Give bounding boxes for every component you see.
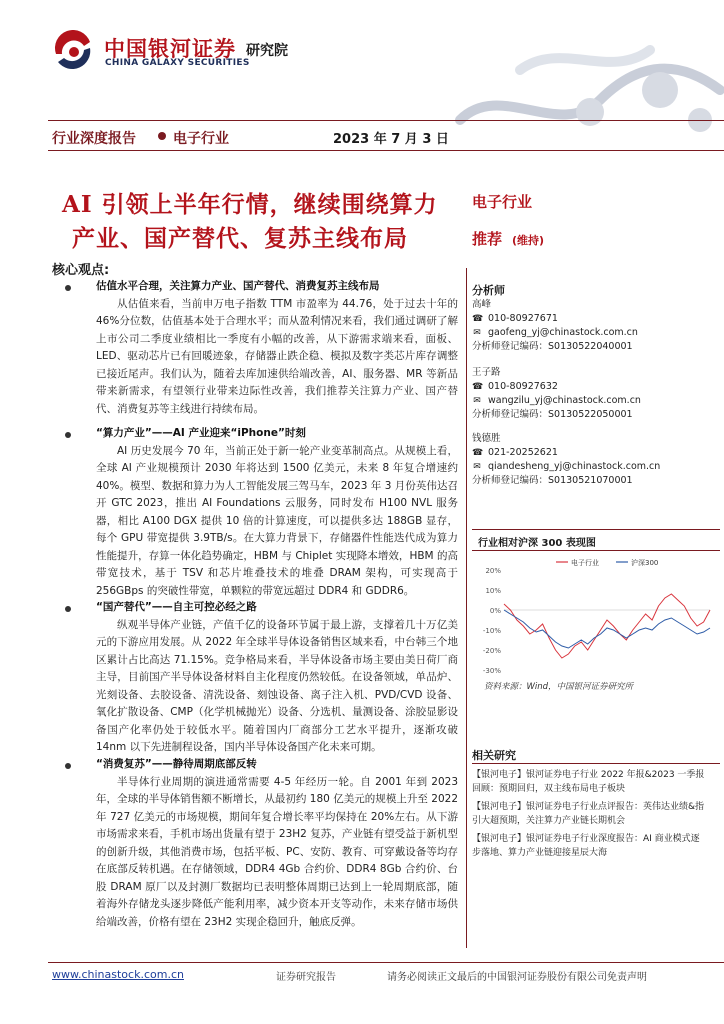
bullet-icon	[65, 285, 71, 291]
bullet-heading: “消费复苏”——静待周期底部反转	[96, 758, 257, 770]
y-tick-label: -30%	[482, 667, 501, 675]
analyst-email[interactable]: qiandesheng_yj@chinastock.com.cn	[488, 461, 661, 472]
bullet-block	[96, 425, 458, 600]
logo-icon	[50, 30, 98, 72]
report-industry: 电子行业	[173, 131, 229, 147]
analyst-phone: 021-20252621	[488, 447, 558, 458]
page-title-line1: AI 引领上半年行情，继续围绕算力	[62, 191, 438, 218]
analyst-name: 钱德胜	[472, 433, 501, 444]
bullet-block	[96, 278, 458, 418]
separator-dot-icon	[158, 132, 166, 140]
y-tick-label: -20%	[482, 647, 501, 655]
bullet-text: 半导体行业周期的演进通常需要 4-5 年经历一轮。自 2001 年到 2023 年，全球的半导体销售额不断增长，从最初约 180 亿美元的规模上升至 2022 年 727 亿美元的市场规模，期间年复合增长率平均保持在 20%左右。从下游市场需求来看，手机市场出货量有望于 23H2 复苏，产业链有望受益于新机型的创新升级，其他消费市场，包括平板、PC、安防、教育、可穿戴设备等均存在底部反转机遇。在存储领域，DDR4 4Gb 合约价、DDR4 8Gb 合约价、台股 DRAM 原厂以及封测厂数据均已表明整体周期已达到上一轮周期底部，随着海外存储龙头逐步降低产能利用率，减少资本开支等动作，未来存储市场供给端改善，价格有望在 23H2 实现企稳回升，触底反弹。	[96, 775, 458, 928]
analyst-phone: 010-80927632	[488, 381, 558, 392]
analyst-reg: 分析师登记编码：S0130522040001	[472, 341, 633, 352]
side-industry-label: 电子行业	[472, 193, 533, 211]
bullet-heading: “国产替代”——自主可控必经之路	[96, 601, 257, 613]
email-icon: ✉	[473, 462, 481, 472]
y-tick-label: 0%	[489, 607, 501, 615]
page-title-line2: 产业、国产替代、复苏主线布局	[72, 225, 408, 252]
bullet-text: AI 历史发展今 70 年，当前正处于新一轮产业变革制高点。从规模上看，全球 AI 产业规模预计 2030 年将达到 1500 亿美元，未来 8 年复合增速约 40%。模型、数据和算力为人工智能发展三驾马车，2023 年 3 月份英伟达召开 GTC 2023，推出 AI Foundations 云服务，同时发布 H100 NVL 服务器，相比 A100 DGX 提供 10 倍的计算速度，可以提供多达 188GB 显存，每个 GPU 带宽提供 3.9TB/s。在大算力背景下，存储器件性能迭代成为算力性能提升，存算一体化趋势确定，HBM 与 Chiplet 实现降本增效，HBM 的高带宽技术，基于 TSV 和芯片堆叠技术的堆叠 DRAM 架构，可实现高于 256GBps 的突破性带宽，单颗粒的带宽远超过 DDR4 和 GDDR6。	[96, 444, 458, 597]
footer-rule	[48, 962, 724, 963]
rating-sub-label: (维持)	[512, 234, 545, 247]
analyst-card	[472, 298, 722, 354]
chart-source: 资料来源：Wind，中国银河证券研究所	[484, 682, 634, 692]
report-date: 2023 年 7 月 3 日	[333, 132, 449, 147]
y-tick-label: -10%	[482, 627, 501, 635]
bullet-text: 纵观半导体产业链，产值千亿的设备环节属于最上游，支撑着几十万亿美元的下游应用发展。从 2022 年全球半导体设备销售区域来看，中台韩三个地区累计占比高达 71.15%。竞争格局来看，半导体设备市场主要由美日荷厂商主导，目前国产半导体设备材料自主化程度仍然较低。在设备领域，单品炉、光刻设备、去胶设备、清洗设备、刻蚀设备、离子注入机、PVD/CVD 设备、氧化扩散设备、CMP（化学机械抛光）设备、分选机、量测设备、涂胶显影设备国产化率仍处于较低水平。随着国内厂商部分工艺水平提升，逐渐攻破 14nm 以下先进制程设备，国内半导体设备国产化未来可期。	[96, 618, 458, 753]
y-tick-label: 20%	[485, 567, 501, 575]
related-item[interactable]: 【银河电子】银河证券电子行业点评报告：英伟达业绩&指引大超预期，关注算力产业链长期机会	[472, 802, 705, 826]
chart-rule	[472, 550, 720, 551]
analyst-section-title: 分析师	[472, 284, 505, 297]
phone-icon: ☎	[472, 448, 484, 458]
analyst-phone: 010-80927671	[488, 313, 558, 324]
email-icon: ✉	[473, 328, 481, 338]
rating-label: 推荐	[472, 230, 503, 248]
bullet-icon	[65, 763, 71, 769]
analyst-card	[472, 366, 722, 422]
legend-label: 电子行业	[571, 559, 599, 567]
bullet-icon	[65, 432, 71, 438]
bullet-heading: “算力产业”——AI 产业迎来“iPhone”时刻	[96, 427, 306, 439]
footer-doc-type: 证券研究报告	[276, 972, 336, 983]
core-views-heading: 核心观点:	[52, 263, 110, 278]
related-research-title: 相关研究	[472, 749, 516, 762]
related-item[interactable]: 【银河电子】银河证券电子行业深度报告：AI 商业模式逐步落地、算力产业链迎接星辰大海	[472, 834, 700, 858]
email-icon: ✉	[473, 396, 481, 406]
brand-name-cn: 中国银河证券	[104, 37, 236, 61]
y-tick-label: 10%	[485, 587, 501, 595]
cloud-pattern-icon	[430, 20, 724, 150]
chart-title: 行业相对沪深 300 表现图	[478, 538, 596, 549]
header-rule	[48, 150, 724, 151]
analyst-reg: 分析师登记编码：S0130521070001	[472, 475, 633, 486]
related-item[interactable]: 【银河电子】银河证券电子行业 2022 年报&2023 一季报回顾：预期回归，双主线布局电子板块	[472, 770, 705, 794]
analyst-name: 王子路	[472, 367, 501, 378]
analyst-email[interactable]: gaofeng_yj@chinastock.com.cn	[488, 327, 638, 338]
footer-website-link[interactable]: www.chinastock.com.cn	[52, 968, 184, 981]
chart-rule	[472, 529, 720, 530]
footer-disclaimer: 请务必阅读正文最后的中国银河证券股份有限公司免责声明	[387, 972, 647, 983]
series-line-1	[504, 610, 710, 648]
bullet-block	[96, 599, 458, 757]
relative-performance-chart	[478, 556, 714, 676]
brand-institute: 研究院	[246, 43, 288, 59]
analyst-card	[472, 432, 722, 488]
bullet-block	[96, 756, 458, 931]
phone-icon: ☎	[472, 314, 484, 324]
analyst-email[interactable]: wangzilu_yj@chinastock.com.cn	[488, 395, 641, 406]
phone-icon: ☎	[472, 382, 484, 392]
analyst-reg: 分析师登记编码：S0130522050001	[472, 409, 633, 420]
header-rule	[48, 120, 724, 121]
bullet-text: 从估值来看，当前申万电子指数 TTM 市盈率为 44.76，处于过去十年的 46%分位数，估值基本处于合理水平；而从盈利情况来看，我们通过调研了解上市公司二季度业绩相比一季度有小幅的改善，从下游需求端来看，面板、LED、驱动芯片已有回暖迹象，存储器止跌企稳、模拟及数字类芯片库存调整已接近尾声。我们认为，随着去库加速供给端改善，AI、服务器、MR 等新品带来新需求，有望领行业带来边际性改善，我们推荐关注算力产业、国产替代、消费复苏等主线进行持续布局。	[96, 297, 458, 415]
series-line-0	[504, 594, 710, 658]
related-rule	[472, 763, 720, 764]
bullet-heading: 估值水平合理，关注算力产业、国产替代、消费复苏主线布局	[96, 280, 380, 292]
analyst-name: 高峰	[472, 299, 492, 310]
report-type: 行业深度报告	[52, 131, 136, 147]
bullet-icon	[65, 606, 71, 612]
brand-name-en: CHINA GALAXY SECURITIES	[105, 58, 250, 68]
legend-label: 沪深300	[631, 559, 659, 567]
column-divider	[466, 268, 467, 948]
